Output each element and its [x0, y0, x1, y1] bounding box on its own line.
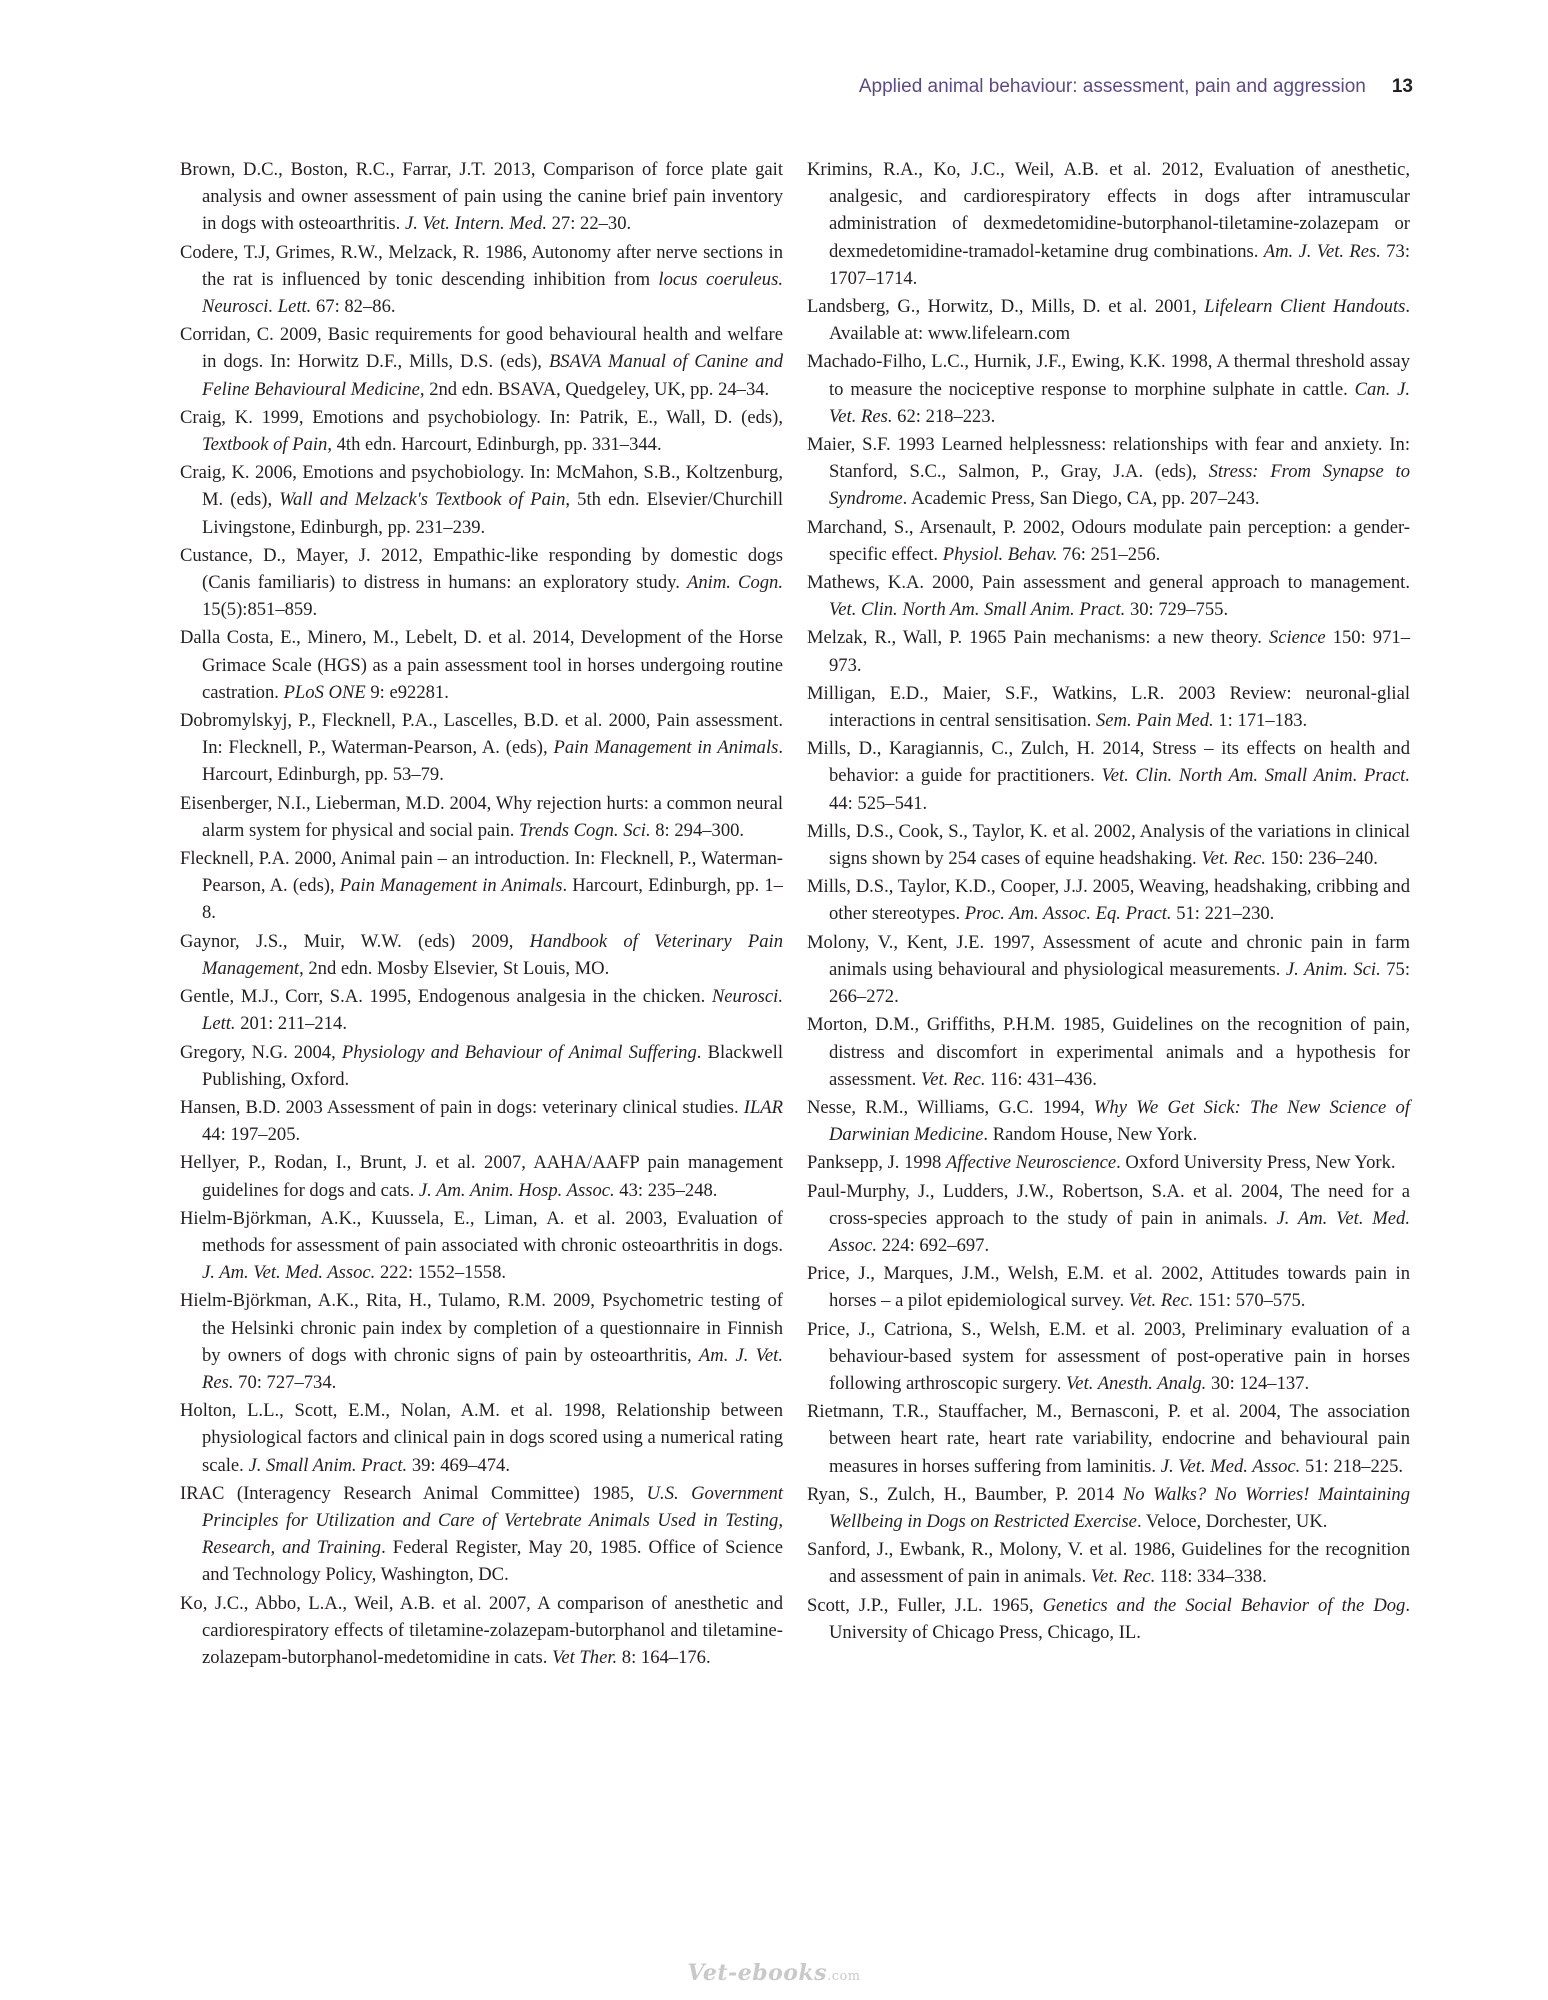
reference-details: 70: 727–734. — [233, 1371, 337, 1393]
reference-text: Hielm-Björkman, A.K., Kuussela, E., Liman, A. et al. 2003, Evaluation of methods for assessment of pain associated with chronic osteoarthritis in dogs. — [180, 1207, 783, 1256]
reference-entry — [807, 1316, 1410, 1398]
reference-entry — [180, 1397, 783, 1479]
reference-text: IRAC (Interagency Research Animal Committee) 1985, — [180, 1482, 647, 1504]
reference-details: . Veloce, Dorchester, UK. — [1136, 1510, 1328, 1532]
reference-source: Pain Management in Animals — [339, 875, 563, 897]
reference-entry — [807, 1260, 1410, 1314]
reference-source: Wall and Melzack's Textbook of Pain — [279, 489, 566, 511]
reference-source: Can. J. Vet. Res. — [829, 378, 1411, 427]
reference-text: Craig, K. 2006, Emotions and psychobiology. In: McMahon, S.B., Koltzenburg, M. (eds), — [180, 462, 783, 511]
reference-text: Codere, T.J, Grimes, R.W., Melzack, R. 1986, Autonomy after nerve sections in the rat is influenced by tonic descending inhibition from — [180, 241, 783, 290]
reference-source: Sem. Pain Med. — [1095, 710, 1214, 732]
reference-source: Vet. Rec. — [1201, 848, 1266, 870]
reference-source: J. Am. Anim. Hosp. Assoc. — [418, 1179, 615, 1201]
reference-text: Machado-Filho, L.C., Hurnik, J.F., Ewing, K.K. 1998, A thermal threshold assay to measure the nociceptive response to morphine sulphate in cattle. — [807, 351, 1410, 400]
references-right-column — [807, 156, 1410, 1672]
reference-details: 15(5):851–859. — [202, 599, 318, 621]
reference-source: Physiology and Behaviour of Animal Suffering — [341, 1041, 697, 1063]
reference-entry — [807, 348, 1410, 430]
reference-details: 8: 294–300. — [650, 819, 745, 841]
page-number: 13 — [1391, 76, 1413, 97]
reference-text: Dobromylskyj, P., Flecknell, P.A., Lascelles, B.D. et al. 2000, Pain assessment. In: Flecknell, P., Waterman-Pearson, A. (eds), — [180, 710, 783, 759]
reference-source: Physiol. Behav. — [942, 543, 1058, 565]
reference-details: 43: 235–248. — [614, 1179, 718, 1201]
reference-source: J. Vet. Med. Assoc. — [1160, 1455, 1301, 1477]
reference-entry — [807, 1481, 1410, 1535]
reference-details: 30: 124–137. — [1206, 1372, 1310, 1394]
reference-source: Vet. Clin. North Am. Small Anim. Pract. — [829, 599, 1126, 621]
reference-source: ILAR — [743, 1096, 783, 1118]
reference-details: . Available at: www.lifelearn.com — [829, 296, 1410, 345]
reference-source: Vet. Clin. North Am. Small Anim. Pract. — [1101, 765, 1410, 787]
reference-text: Mathews, K.A. 2000, Pain assessment and general approach to management. — [807, 572, 1410, 594]
reference-source: J. Small Anim. Pract. — [248, 1454, 408, 1476]
reference-entry — [807, 1149, 1410, 1176]
reference-entry — [807, 569, 1410, 623]
reference-details: 1: 171–183. — [1213, 710, 1308, 732]
reference-text: Panksepp, J. 1998 — [807, 1152, 946, 1174]
reference-text: Krimins, R.A., Ko, J.C., Weil, A.B. et al. 2012, Evaluation of anesthetic, analgesic, and cardiorespiratory effects in dogs after intramuscular administration of dexmedetomidine-butorphanol-tiletamine-zolazepam or dexmedetomidine-tramadol-ketamine drug combinations. — [807, 159, 1410, 262]
reference-details: . Oxford University Press, New York. — [1116, 1152, 1396, 1174]
reference-text: Flecknell, P.A. 2000, Animal pain – an introduction. In: Flecknell, P., Waterman-Pearson, A. (eds), — [180, 848, 783, 897]
reference-entry — [807, 873, 1410, 927]
reference-entry — [807, 929, 1410, 1011]
reference-details: 51: 221–230. — [1171, 903, 1275, 925]
reference-entry — [180, 928, 783, 982]
reference-source: Stress: From Synapse to Syndrome — [829, 461, 1410, 510]
reference-source: U.S. Government Principles for Utilization and Care of Vertebrate Animals Used in Testing, Research, and Training — [202, 1482, 784, 1559]
reference-details: , 5th edn. Elsevier/Churchill Livingstone, Edinburgh, pp. 231–239. — [202, 489, 784, 538]
reference-details: 118: 334–338. — [1155, 1566, 1267, 1588]
reference-entry — [180, 459, 783, 541]
reference-text: Hansen, B.D. 2003 Assessment of pain in dogs: veterinary clinical studies. — [180, 1096, 744, 1118]
reference-entry — [807, 1178, 1410, 1260]
watermark-text: Vet-ebooks — [687, 1960, 828, 1986]
reference-source: Vet. Anesth. Analg. — [1066, 1372, 1207, 1394]
reference-entry — [807, 1094, 1410, 1148]
reference-text: Sanford, J., Ewbank, R., Molony, V. et al. 1986, Guidelines for the recognition and assessment of pain in animals. — [807, 1539, 1410, 1588]
reference-source: Neurosci. Lett. — [202, 986, 783, 1035]
reference-details: . Federal Register, May 20, 1985. Office of Science and Technology Policy, Washington, DC. — [202, 1537, 783, 1586]
reference-entry — [180, 321, 783, 403]
reference-details: , 2nd edn. BSAVA, Quedgeley, UK, pp. 24–34. — [419, 378, 770, 400]
reference-source: Vet Ther. — [552, 1646, 618, 1668]
reference-details: 73: 1707–1714. — [829, 240, 1410, 289]
reference-source: J. Vet. Intern. Med. — [404, 213, 547, 235]
reference-details: 44: 525–541. — [829, 792, 928, 814]
reference-text: Price, J., Catriona, S., Welsh, E.M. et al. 2003, Preliminary evaluation of a behaviour-based system for assessment of post-operative pain in horses following arthroscopic surgery. — [807, 1318, 1410, 1394]
reference-entry — [180, 1590, 783, 1672]
reference-text: Molony, V., Kent, J.E. 1997, Assessment of acute and chronic pain in farm animals using behavioural and physiological measurements. — [807, 931, 1410, 980]
reference-text: Maier, S.F. 1993 Learned helplessness: relationships with fear and anxiety. In: Stanford, S.C., Salmon, P., Gray, J.A. (eds), — [807, 434, 1410, 483]
reference-text: Hellyer, P., Rodan, I., Brunt, J. et al. 2007, AAHA/AAFP pain management guidelines for dogs and cats. — [180, 1152, 783, 1201]
reference-text: Milligan, E.D., Maier, S.F., Watkins, L.R. 2003 Review: neuronal-glial interactions in central sensitisation. — [807, 682, 1410, 732]
reference-text: Eisenberger, N.I., Lieberman, M.D. 2004, Why rejection hurts: a common neural alarm system for physical and social pain. — [180, 792, 783, 841]
reference-source: Pain Management in Animals — [553, 737, 779, 759]
reference-entry — [807, 514, 1410, 568]
reference-details: 224: 692–697. — [877, 1234, 990, 1256]
reference-source: Affective Neuroscience — [945, 1152, 1117, 1174]
reference-entry — [180, 1287, 783, 1396]
reference-source: Anim. Cogn. — [687, 572, 783, 594]
reference-text: Mills, D.S., Taylor, K.D., Cooper, J.J. 2005, Weaving, headshaking, cribbing and other stereotypes. — [807, 876, 1410, 925]
reference-text: Custance, D., Mayer, J. 2012, Empathic-like responding by domestic dogs (Canis familiaris) to distress in humans: an exploratory study. — [180, 544, 783, 594]
reference-source: Vet. Rec. — [1090, 1566, 1156, 1588]
references-left-column — [180, 156, 783, 1672]
reference-entry — [180, 1039, 783, 1093]
reference-entry — [807, 156, 1410, 292]
reference-details: 39: 469–474. — [407, 1454, 510, 1476]
reference-details: 8: 164–176. — [617, 1646, 711, 1668]
reference-source: Vet. Rec. — [1128, 1290, 1194, 1312]
reference-entry — [807, 1536, 1410, 1590]
reference-entry — [180, 845, 783, 927]
reference-details: , 4th edn. Harcourt, Edinburgh, pp. 331–344. — [327, 434, 662, 456]
reference-details: 150: 236–240. — [1265, 848, 1378, 870]
reference-text: Morton, D.M., Griffiths, P.H.M. 1985, Guidelines on the recognition of pain, distress and discomfort in experimental animals and a hypothesis for assessment. — [807, 1014, 1410, 1090]
reference-entry — [180, 624, 783, 706]
reference-entry — [180, 156, 783, 238]
reference-details: 151: 570–575. — [1193, 1290, 1306, 1312]
reference-source: Trends Cogn. Sci. — [519, 819, 651, 841]
running-header-title: Applied animal behaviour: assessment, pain and aggression — [858, 76, 1366, 97]
reference-source: No Walks? No Worries! Maintaining Wellbeing in Dogs on Restricted Exercise — [829, 1483, 1411, 1532]
reference-details: . University of Chicago Press, Chicago, IL. — [829, 1594, 1410, 1643]
reference-details: 76: 251–256. — [1057, 543, 1161, 565]
reference-text: Paul-Murphy, J., Ludders, J.W., Robertson, S.A. et al. 2004, The need for a cross-species approach to the study of pain in animals. — [807, 1180, 1410, 1229]
reference-text: Hielm-Björkman, A.K., Rita, H., Tulamo, R.M. 2009, Psychometric testing of the Helsinki chronic pain index by completion of a questionnaire in Finnish by owners of dogs with chronic signs of pain by osteoarthritis, — [180, 1290, 783, 1366]
reference-entry — [807, 1592, 1410, 1646]
reference-source: Textbook of Pain — [202, 434, 328, 456]
reference-details: 30: 729–755. — [1125, 599, 1229, 621]
reference-entry — [180, 1205, 783, 1287]
reference-text: Mills, D., Karagiannis, C., Zulch, H. 2014, Stress – its effects on health and behavior: a guide for practitioners. — [807, 738, 1410, 787]
reference-details: 62: 218–223. — [892, 405, 996, 427]
reference-text: Landsberg, G., Horwitz, D., Mills, D. et al. 2001, — [807, 296, 1205, 318]
reference-details: , 2nd edn. Mosby Elsevier, St Louis, MO. — [299, 957, 610, 979]
reference-entry — [180, 404, 783, 458]
reference-text: Ko, J.C., Abbo, L.A., Weil, A.B. et al. 2007, A comparison of anesthetic and cardiorespiratory effects of tiletamine-zolazepam-butorphanol and tiletamine-zolazepam-butorphanol-medetomidine in cats. — [180, 1592, 783, 1668]
reference-details: 27: 22–30. — [546, 213, 632, 235]
reference-source: Genetics and the Social Behavior of the Dog — [1042, 1594, 1406, 1616]
running-header — [859, 76, 1413, 98]
reference-entry — [807, 1398, 1410, 1480]
reference-text: Gentle, M.J., Corr, S.A. 1995, Endogenous analgesia in the chicken. — [180, 986, 712, 1008]
reference-entry — [807, 1011, 1410, 1093]
reference-details: 116: 431–436. — [985, 1068, 1097, 1090]
reference-details: 44: 197–205. — [202, 1124, 301, 1146]
reference-text: Gregory, N.G. 2004, — [180, 1041, 342, 1063]
reference-text: Marchand, S., Arsenault, P. 2002, Odours modulate pain perception: a gender-specific effect. — [807, 516, 1410, 565]
reference-source: Science — [1268, 627, 1326, 649]
reference-text: Corridan, C. 2009, Basic requirements for good behavioural health and welfare in dogs. In: Horwitz D.F., Mills, D.S. (eds), — [180, 324, 783, 373]
reference-entry — [180, 1094, 783, 1148]
reference-entry — [807, 735, 1410, 817]
reference-text: Scott, J.P., Fuller, J.L. 1965, — [807, 1594, 1043, 1616]
reference-entry — [807, 818, 1410, 872]
reference-source: PLoS ONE — [283, 681, 366, 703]
reference-entry — [180, 1149, 783, 1203]
reference-source: Am. J. Vet. Res. — [202, 1344, 783, 1393]
references-columns — [180, 156, 1410, 1672]
reference-text: Holton, L.L., Scott, E.M., Nolan, A.M. et al. 1998, Relationship between physiological factors and clinical pain in dogs scored using a numerical rating scale. — [180, 1400, 783, 1476]
reference-text: Nesse, R.M., Williams, G.C. 1994, — [807, 1096, 1094, 1118]
reference-entry — [180, 983, 783, 1037]
reference-entry — [180, 1480, 783, 1589]
reference-source: Handbook of Veterinary Pain Management — [202, 930, 783, 979]
reference-details: . Random House, New York. — [983, 1124, 1198, 1146]
reference-text: Dalla Costa, E., Minero, M., Lebelt, D. et al. 2014, Development of the Horse Grimace Scale (HGS) as a pain assessment tool in horses undergoing routine castration. — [180, 627, 783, 703]
reference-text: Brown, D.C., Boston, R.C., Farrar, J.T. 2013, Comparison of force plate gait analysis and owner assessment of pain using the canine brief pain inventory in dogs with osteoarthritis. — [180, 159, 783, 235]
reference-details: . Blackwell Publishing, Oxford. — [202, 1041, 783, 1090]
reference-entry — [180, 542, 783, 624]
reference-details: . Harcourt, Edinburgh, pp. 1–8. — [202, 875, 783, 924]
reference-details: 9: e92281. — [365, 681, 449, 703]
reference-source: J. Am. Vet. Med. Assoc. — [829, 1207, 1410, 1256]
reference-text: Ryan, S., Zulch, H., Baumber, P. 2014 — [807, 1483, 1123, 1505]
reference-text: Gaynor, J.S., Muir, W.W. (eds) 2009, — [180, 930, 530, 952]
reference-source: BSAVA Manual of Canine and Feline Behavioural Medicine — [202, 351, 783, 400]
reference-text: Craig, K. 1999, Emotions and psychobiology. In: Patrik, E., Wall, D. (eds), — [180, 406, 783, 428]
reference-details: . Harcourt, Edinburgh, pp. 53–79. — [202, 737, 783, 786]
reference-details: 222: 1552–1558. — [375, 1262, 507, 1284]
reference-details: 67: 82–86. — [311, 296, 396, 318]
reference-source: Why We Get Sick: The New Science of Darwinian Medicine — [829, 1096, 1410, 1146]
reference-entry — [180, 707, 783, 789]
reference-source: J. Anim. Sci. — [1285, 958, 1381, 980]
reference-details: 75: 266–272. — [829, 958, 1411, 1008]
reference-entry — [180, 239, 783, 321]
reference-source: Vet. Rec. — [920, 1068, 986, 1090]
reference-text: Price, J., Marques, J.M., Welsh, E.M. et al. 2002, Attitudes towards pain in horses – a pilot epidemiological survey. — [807, 1263, 1410, 1312]
reference-entry — [180, 790, 783, 844]
reference-text: Mills, D.S., Cook, S., Taylor, K. et al. 2002, Analysis of the variations in clinical signs shown by 254 cases of equine headshaking. — [807, 820, 1410, 870]
reference-entry — [807, 624, 1410, 678]
reference-entry — [807, 431, 1410, 513]
reference-source: Lifelearn Client Handouts — [1204, 296, 1406, 318]
reference-source: J. Am. Vet. Med. Assoc. — [202, 1262, 376, 1284]
reference-source: Proc. Am. Assoc. Eq. Pract. — [964, 903, 1172, 925]
reference-details: 201: 211–214. — [235, 1013, 347, 1035]
reference-text: Melzak, R., Wall, P. 1965 Pain mechanisms: a new theory. — [807, 627, 1269, 649]
reference-source: Am. J. Vet. Res. — [1263, 240, 1381, 262]
watermark-tld: .com — [827, 1969, 861, 1984]
reference-details: 150: 971–973. — [829, 627, 1410, 676]
watermark-logo — [0, 1960, 1548, 1986]
reference-text: Rietmann, T.R., Stauffacher, M., Bernasconi, P. et al. 2004, The association between heart rate, heart rate variability, endocrine and behavioural pain measures in horses suffering from laminitis. — [807, 1401, 1410, 1477]
reference-entry — [807, 680, 1410, 734]
reference-entry — [807, 293, 1410, 347]
reference-details: . Academic Press, San Diego, CA, pp. 207–243. — [902, 488, 1260, 510]
reference-source: locus coeruleus. Neurosci. Lett. — [202, 268, 783, 318]
reference-details: 51: 218–225. — [1300, 1455, 1404, 1477]
